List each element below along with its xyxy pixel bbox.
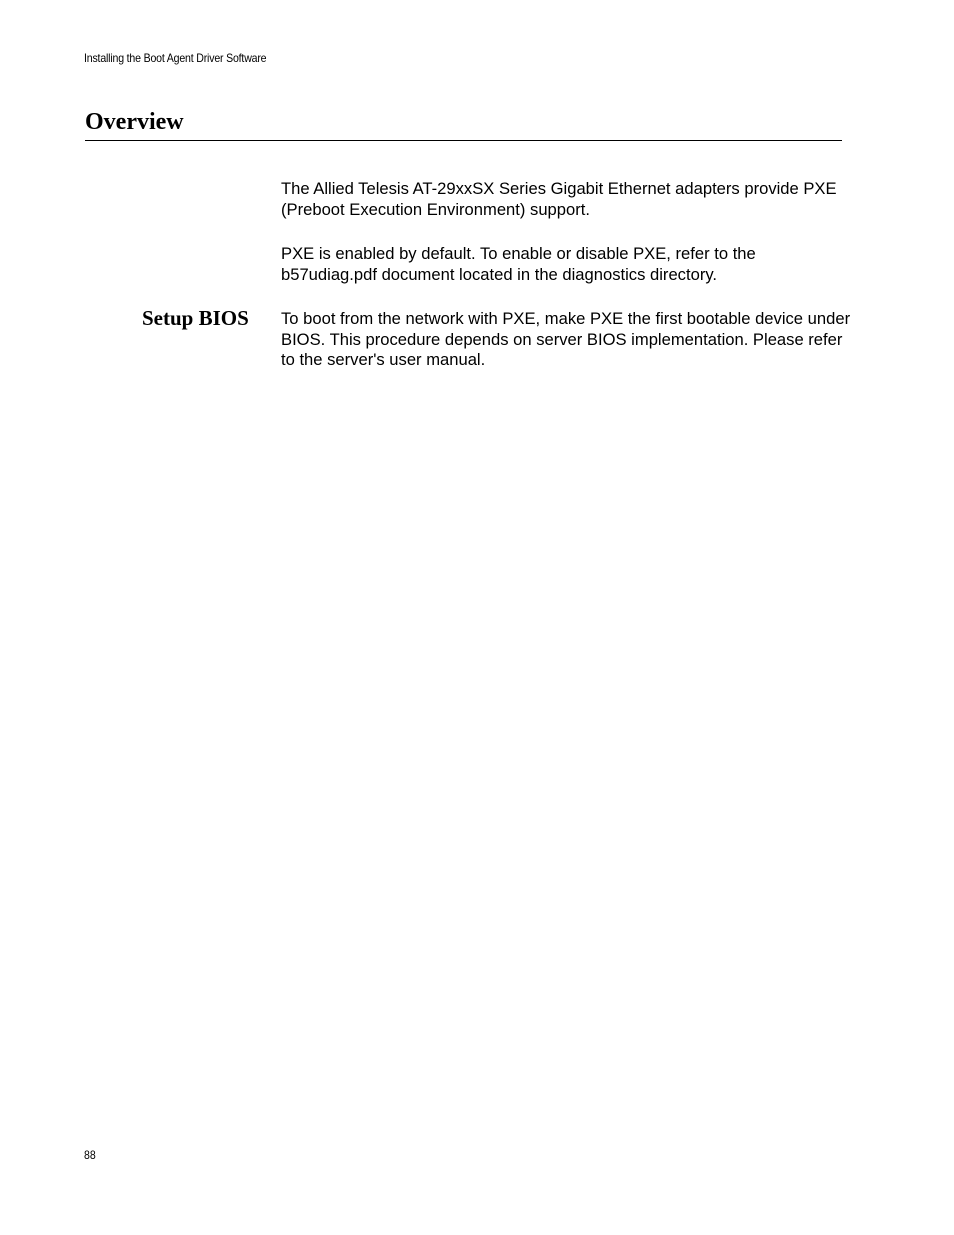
setup-bios-paragraph: To boot from the network with PXE, make PXE the first bootable device under BIOS. This procedure depends on server BIOS implementation. Please refer to the server's user manual.: [281, 309, 851, 370]
overview-paragraph-1: The Allied Telesis AT-29xxSX Series Gigabit Ethernet adapters provide PXE (Preboot Execution Environment) support.: [281, 179, 837, 219]
title-divider: [85, 140, 842, 141]
overview-paragraph-2: PXE is enabled by default. To enable or disable PXE, refer to the b57udiag.pdf document located in the diagnostics directory.: [281, 244, 756, 284]
page-number: 88: [84, 1148, 96, 1162]
side-heading-setup-bios: Setup BIOS: [142, 306, 249, 330]
section-title-overview: Overview: [85, 109, 184, 135]
running-header: Installing the Boot Agent Driver Software: [84, 51, 267, 65]
